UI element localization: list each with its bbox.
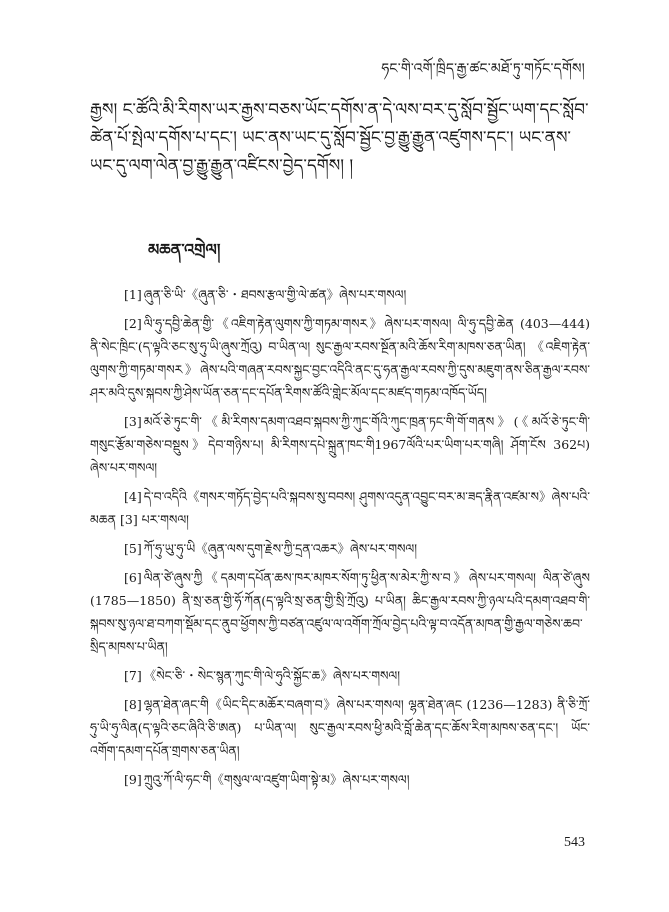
intro-paragraph-block: [90, 96, 590, 180]
note-6: [90, 566, 590, 658]
note-number: [3]: [124, 414, 142, 429]
note-1: [90, 283, 590, 306]
note-text: ཞུན་ཅི་ཡི་《ཞུན་ཅི་・ཐབས་རྩལ་གྱི་ལེ་ཚན》ཞེས་པར་གསལ།: [143, 287, 407, 302]
note-8: [90, 693, 590, 762]
note-number: [5]: [124, 541, 142, 556]
note-text: 《སེང་ཅི་・སེང་སྙན་ཀུང་གི་ལེ་ཧུའི་སྐྱོང་ཆ》ཞེས་པར་གསལ།: [143, 668, 401, 683]
note-number: [4]: [124, 489, 142, 504]
note-number: [8]: [124, 697, 142, 712]
note-7: [90, 664, 590, 687]
note-text: ཀྲུའུ་ཀོ་ལི་ཧང་གི《གསུལ་ལ་འཛུག་ཡིག་སྟེ་མ》ཞེས་པར་གསལ།: [143, 772, 410, 787]
note-2: [90, 312, 590, 404]
note-number: [2]: [124, 316, 142, 331]
note-number: [6]: [124, 570, 142, 585]
note-9: [90, 768, 590, 791]
note-number: [1]: [124, 287, 142, 302]
section-title-notes: མཆན་འགྲེལ།: [148, 240, 221, 259]
note-text: དེ་བ་འདིའི《གསར་གཏོད་བྱེད་པའི་སྐབས་སུ་བབས། ཤུགས་འདུན་འབྱུང་བར་མ་ཟད་རྣིན་འཛམ་ས》ཞེས་པའི་མཆན [3] པར་གསལ།: [90, 489, 590, 527]
note-text: ལི་ཧུ་དབྱི་ཆེན་གྱི་《འཇིག་རྟེན་ལུགས་ཀྱི་གཏམ་གསར》ཞེས་པར་གསལ། ལི་ཧུ་དབྱི་ཆེན (403—444) ནི་སེང་ཁྲིང་(ད་ལྟའི་ཅང་སུ་ཧུ་ཡི་ཞུས་ཀྲོའུ) བ་ཡིན་ལ། སུང་རྒྱལ་རབས་སྔོན་མའི་ཆོས་རིག་མཁས་ཅན་ཡིན། 《འཇིག་རྟེན་ལུགས་ཀྱི་གཏམ་གསར》ཞེས་པའི་གཞན་རབས་སྐྱང་བྱང་འདིའི་ནང་དུ་ཧན་རྒྱལ་རབས་ཀྱི་དུས་མཇུག་ནས་ཅིན་རྒྱལ་རབས་ཤར་མའི་དུས་སྐབས་ཀྱི་ཤེས་ཡོན་ཅན་དང་དཔོན་རིགས་ཚོའི་གླེང་མོལ་དང་མཛད་གཏམ་འཁོད་ཡོད།: [90, 316, 590, 400]
note-text: མའོ་ཅེ་ཏུང་གི་《མི་རིགས་དམག་འཐབ་སྐབས་ཀྱི་ཀུང་གོའི་ཀུང་ཁྲན་ཏང་གི་གོ་གནས》(《མའོ་ཅེ་ཏུང་གི་གསུང་རྩོམ་གཅེས་བསྡུས》དེབ་གཉིས་པ། མི་རིགས་དཔེ་སྐྲུན་ཁང་གི1967ལོའི་པར་ཡིག་པར་གཞི། ཤོག་ངོས 362པ) ཞེས་པར་གསལ།: [90, 414, 590, 475]
note-text: ལིན་ཙེ་ཞུས་ཀྱི《དམག་དཔོན་ཆས་ཁར་མཁར་སོག་ཏུ་ཕྱིན་ས་མེར་ཀྱི་ས་བ》ཞེས་པར་གསལ། ལིན་ཙེ་ཞུས (1785—1850) ནི་སྲ་ཅན་གྱི་ཧོ་ཀོན(ད་ལྟའི་སྲ་ཅན་གྱི་སྲི་ཀྲོའུ) པ་ཡིན། ཆིང་རྒྱལ་རབས་ཀྱི་ཉལ་པའི་དམག་འཐབ་གི་སྐབས་སུ་ཉལ་ཐ་བཀག་སྡོམ་དང་ནུབ་ཕྱོགས་ཀྱི་བཙན་འཛུལ་ལ་འགོག་ཀྲོལ་བྱེད་པའི་ལྟ་བ་འདོན་མཁན་གྱི་རྒྱལ་གཅེས་ཆབ་སྲིད་མཁས་པ་ཡིན།: [90, 570, 590, 654]
intro-paragraph: རྒྱས། ང་ཚོའི་མི་རིགས་ཡར་རྒྱས་བཅས་ཡོང་དགོས་ན་དེ་ལས་བར་དུ་སློབ་སྦྱོང་ཡག་དང་སློབ་ཚེན་པོ་སྤེལ་དགོས་པ་དང་། ཡང་ནས་ཡང་དུ་སློབ་སྦྱོང་བྱ་རྒྱུ་རྒྱུན་འཛུགས་དང་། ཡང་ནས་ཡང་དུ་ལག་ལེན་བྱ་རྒྱུ་རྒྱུན་འཛིངས་བྱེད་དགོས། །: [90, 100, 589, 176]
note-text: ཀོ་ཧུ་ཡུ་ཧུ་ཡི《ཞུན་ལས་དུག་རྗེས་ཀྱི་དྲན་འཆར》ཞེས་པར་གསལ།: [143, 541, 418, 556]
note-text: ལྷན་ཐེན་ཞང་གི《ཡིང་དིང་མཆོར་བཞག་བ》ཞེས་པར་གསལ། ལྷན་ཐེན་ཞང (1236—1283) ནི་ཅི་ཀྲོ་ཧུ་ཡི་ཧུ་ལིན(ད་ལྟའི་ཅང་ཞིའི་ཅི་ཨན) པ་ཡིན་ལ། སུང་རྒྱལ་རབས་ཕྱི་མའི་བློ་ཆེན་དང་ཆོས་རིག་མཁས་ཅན་དང་། ཡོང་འགོག་དམག་དཔོན་གྲགས་ཅན་ཡིན།: [90, 697, 590, 758]
note-3: [90, 410, 590, 479]
note-5: [90, 537, 590, 560]
note-number: [7]: [124, 668, 142, 683]
notes-list: [90, 283, 590, 797]
page-number: 543: [564, 835, 585, 850]
running-header: ཧང་གི་འགོ་ཁྲིད་རྒྱ་ཚང་མཐོ་ཏུ་གཏོང་དགོས།: [381, 61, 585, 77]
note-number: [9]: [124, 772, 142, 787]
note-4: [90, 485, 590, 531]
